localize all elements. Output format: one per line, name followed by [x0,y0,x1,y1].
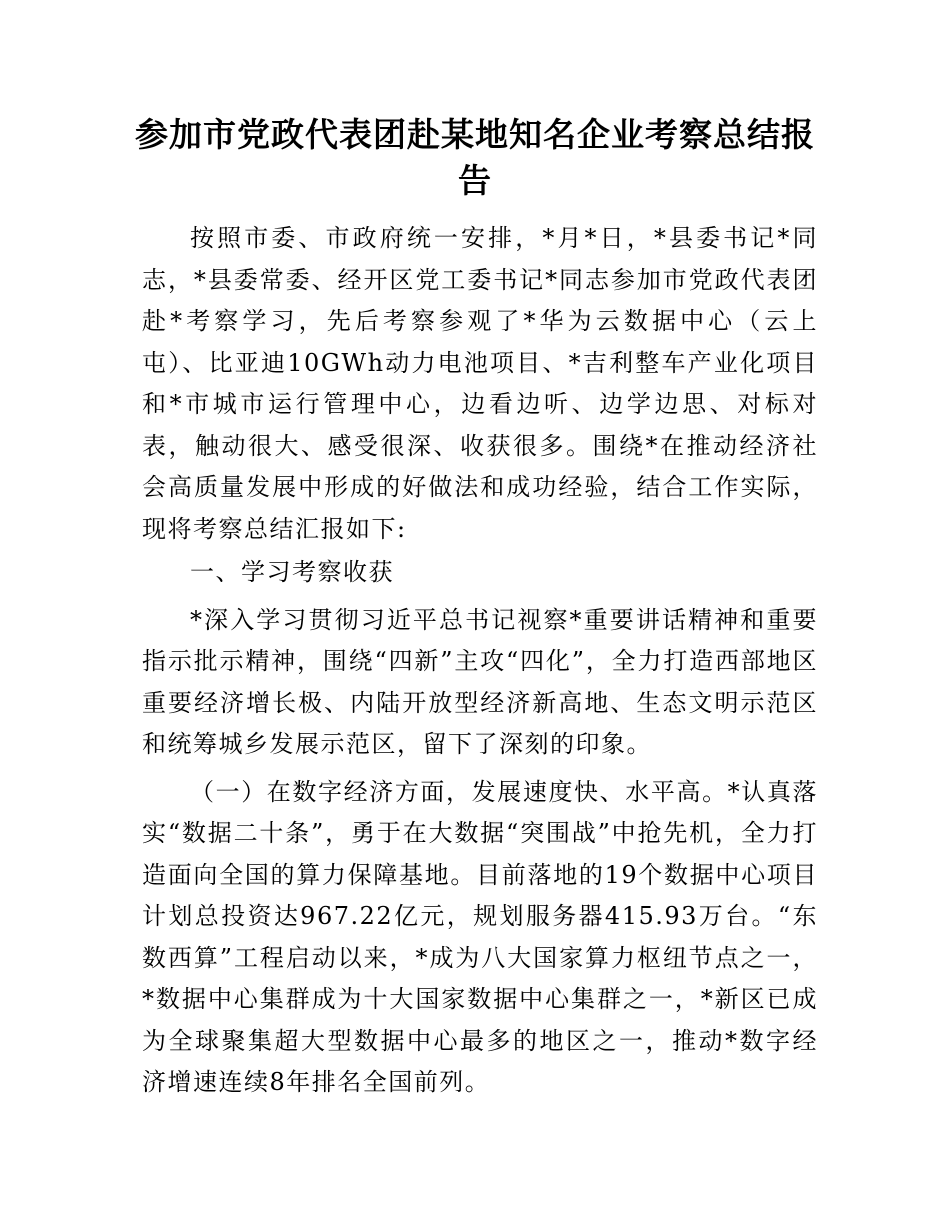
section-heading: 一、学习考察收获 [190,558,394,586]
intro-paragraph: 按照市委、市政府统一安排，*月*日，*县委书记*同志，*县委常委、经开区党工委书记*同志参加市党政代表团赴*考察学习，先后考察参观了*华为云数据中心（云上屯）、比亚迪10GWh动力电池项目、*吉利整车产业化项目和*市城市运行管理中心，边看边听、边学边思、对标对表，触动很大、感受很深、收获很多。围绕*在推动经济社会高质量发展中形成的好做法和成功经验，结合工作实际，现将考察总结汇报如下: [142,224,818,543]
document-body [142,218,818,1104]
document-title: 参加市党政代表团赴某地知名企业考察总结报告 [135,115,815,200]
subsection-paragraph: （一）在数字经济方面，发展速度快、水平高。*认真落实“数据二十条”，勇于在大数据“突围战”中抢先机，全力打造面向全国的算力保障基地。目前落地的19个数据中心项目计划总投资达967.22亿元，规划服务器415.93万台。“东数西算”工程启动以来，*成为八大国家算力枢纽节点之一，*数据中心集群成为十大国家数据中心集群之一，*新区已成为全球聚集超大型数据中心最多的地区之一，推动*数字经济增速连续8年排名全国前列。 [142,777,818,1096]
section-paragraph: *深入学习贯彻习近平总书记视察*重要讲话精神和重要指示批示精神，围绕“四新”主攻“四化”，全力打造西部地区重要经济增长极、内陆开放型经济新高地、生态文明示范区和统筹城乡发展示范区，留下了深刻的印象。 [142,605,818,758]
